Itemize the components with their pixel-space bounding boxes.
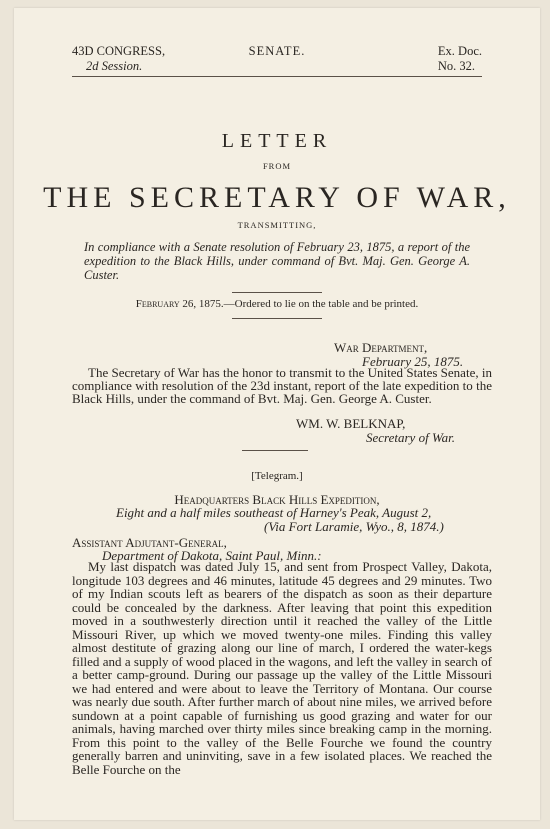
title-secretary: THE SECRETARY OF WAR, bbox=[43, 181, 511, 214]
header-rule bbox=[72, 76, 482, 77]
signature-name: WM. W. BELKNAP, bbox=[296, 416, 406, 431]
document-page bbox=[14, 8, 540, 820]
signature-title: Secretary of War. bbox=[366, 430, 455, 445]
telegram-location: Eight and a half miles southeast of Harney's Peak, August 2, bbox=[116, 505, 432, 520]
telegram-body: My last dispatch was dated July 15, and sent from Prospect Valley, Dakota, longitude 103 degrees and 46 minutes, latitude 45 degrees and 29 minutes. Two of my Indian scouts left as bearers of the dispatch as soon as their departure could be concealed by the darkness. After leaving that point this expedition moved in a southwesterly direction until it reached the valley of the Little Missouri River, up which we moved twenty-one miles. Finding this valley almost destitute of grazing along our line of march, I ordered the water-kegs filled and a supply of wood placed in the wagons, and left the valley in search of a better camp-ground. During our passage up the valley of the Little Missouri we had entered and were about to leave the Territory of Montana. Our course was nearly due south. After further march of about nine miles, we arrived before sundown at a point capable of furnishing us good grazing and water for our animals, having marched over thirty miles since breaking camp in the morning. From this point to the valley of the Belle Fourche we found the country generally barren and uninviting, save in a few isolated places. We reached the Belle Fourche on the bbox=[72, 559, 492, 777]
session-label: 2d Session. bbox=[86, 59, 143, 73]
intro-text: In compliance with a Senate resolution of February 23, 1875, a report of the expedition to the Black Hills, under command of Bvt. Maj. Gen. George A. Custer. bbox=[84, 240, 470, 282]
telegram-department: Department of Dakota, Saint Paul, Minn.: bbox=[102, 548, 322, 563]
letter-department: War Department, bbox=[334, 340, 428, 355]
document-number bbox=[438, 44, 482, 74]
ordered-date: February 26, 1875. bbox=[135, 298, 224, 310]
letter-date: February 25, 1875. bbox=[362, 354, 464, 369]
doc-label: Ex. Doc. bbox=[437, 44, 482, 58]
ordered-line bbox=[14, 298, 540, 310]
title-from: FROM bbox=[262, 161, 292, 171]
letter-body: The Secretary of War has the honor to transmit to the United States Senate, in compliance with resolution of the 23d instant, report of the late expedition to the Black Hills, under the command of Bvt. Maj. Gen. George A. Custer. bbox=[72, 365, 492, 406]
title-transmitting: TRANSMITTING, bbox=[237, 220, 317, 230]
headquarters-text: Headquarters Black Hills Expedition, bbox=[174, 492, 380, 507]
telegram-label: [Telegram.] bbox=[251, 470, 303, 482]
chamber-label: SENATE. bbox=[248, 44, 306, 58]
ordered-text: —Ordered to lie on the table and be printed. bbox=[223, 298, 419, 310]
telegram-addressee: Assistant Adjutant-General, bbox=[72, 535, 227, 550]
divider-rule bbox=[232, 318, 322, 319]
divider-rule bbox=[232, 292, 322, 293]
telegram-via: (Via Fort Laramie, Wyo., 8, 1874.) bbox=[264, 519, 444, 534]
divider-rule bbox=[242, 450, 308, 451]
congress-label: 43D CONGRESS, bbox=[72, 44, 166, 58]
title-letter: LETTER bbox=[221, 130, 333, 152]
doc-number: No. 32. bbox=[437, 59, 476, 73]
